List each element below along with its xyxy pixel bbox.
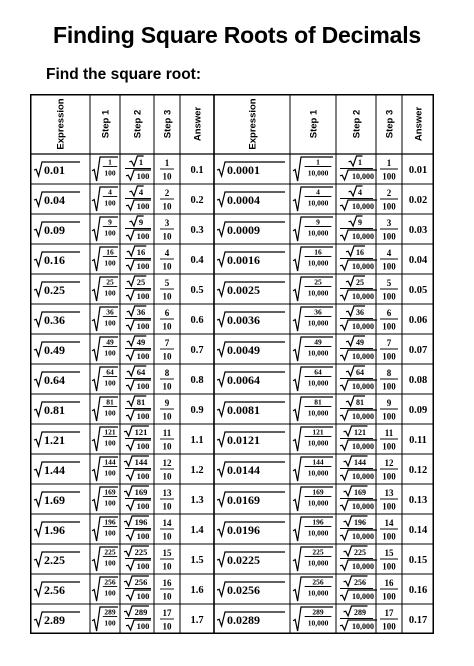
right-step2-denominator: 10,000 xyxy=(352,592,374,601)
left-step1-fraction-denominator: 100 xyxy=(104,528,116,538)
right-step2-numerator: 196 xyxy=(354,518,366,527)
left-step2-numerator: 81 xyxy=(136,397,146,407)
right-answer: 0.04 xyxy=(408,255,428,266)
column-header: Step 1 xyxy=(308,109,320,139)
right-step3-numerator: 5 xyxy=(386,278,392,288)
right-answer: 0.07 xyxy=(408,345,428,356)
left-step3-denominator: 10 xyxy=(162,561,172,572)
left-step2-denominator: 100 xyxy=(136,381,150,391)
left-answer: 0.5 xyxy=(190,285,204,296)
left-step3-denominator: 10 xyxy=(162,201,172,212)
right-step1-fraction-denominator: 10,000 xyxy=(307,528,329,538)
right-step1-fraction-numerator: 9 xyxy=(316,217,320,227)
right-step3-numerator: 7 xyxy=(386,338,392,348)
right-step2-numerator: 144 xyxy=(354,458,366,467)
column-header: Step 2 xyxy=(351,109,363,139)
right-step3-numerator: 12 xyxy=(384,458,394,468)
right-step3-denominator: 100 xyxy=(382,531,396,542)
left-answer: 1.1 xyxy=(190,435,204,446)
left-answer: 0.4 xyxy=(190,255,204,266)
left-step1-fraction-denominator: 100 xyxy=(104,438,116,448)
right-step1-fraction-denominator: 10,000 xyxy=(307,438,329,448)
left-step2-numerator: 289 xyxy=(134,607,148,617)
left-step3-denominator: 10 xyxy=(162,171,172,182)
right-step1-fraction-numerator: 1 xyxy=(316,157,320,167)
right-step2-denominator: 10,000 xyxy=(352,502,374,511)
left-step3-denominator: 10 xyxy=(162,351,172,362)
left-step1-fraction-denominator: 100 xyxy=(104,378,116,388)
left-step3-denominator: 10 xyxy=(162,501,172,512)
right-step3-numerator: 9 xyxy=(386,398,392,408)
right-step3-denominator: 100 xyxy=(382,321,396,332)
left-step1-fraction-denominator: 100 xyxy=(104,558,116,568)
right-step2-denominator: 10,000 xyxy=(352,472,374,481)
left-expression: 1.96 xyxy=(44,523,65,537)
right-expression: 0.0144 xyxy=(227,463,260,477)
left-step2-denominator: 100 xyxy=(136,321,150,331)
right-step1-fraction-numerator: 144 xyxy=(312,457,324,467)
right-step2-denominator: 10,000 xyxy=(352,202,374,211)
left-step3-numerator: 16 xyxy=(162,578,172,588)
left-step2-numerator: 49 xyxy=(136,337,146,347)
left-step2-numerator: 196 xyxy=(134,517,148,527)
right-step2-numerator: 4 xyxy=(358,188,362,197)
left-step2-numerator: 225 xyxy=(134,547,148,557)
left-expression: 2.25 xyxy=(44,553,65,567)
left-step1-fraction-numerator: 49 xyxy=(106,337,114,347)
left-expression: 0.25 xyxy=(44,283,65,297)
right-step1-fraction-denominator: 10,000 xyxy=(307,288,329,298)
left-step1-fraction-numerator: 1 xyxy=(108,157,112,167)
right-step2-numerator: 9 xyxy=(358,218,362,227)
left-step1-fraction-numerator: 196 xyxy=(104,517,116,527)
column-header: Step 3 xyxy=(384,109,396,139)
right-step2-numerator: 1 xyxy=(358,158,362,167)
right-step1-fraction-numerator: 121 xyxy=(312,427,324,437)
left-step2-denominator: 100 xyxy=(136,591,150,601)
left-step2-denominator: 100 xyxy=(136,261,150,271)
left-step3-denominator: 10 xyxy=(162,411,172,422)
left-step3-numerator: 5 xyxy=(164,278,170,288)
left-step3-denominator: 10 xyxy=(162,231,172,242)
right-answer: 0.05 xyxy=(408,285,428,296)
right-step3-denominator: 100 xyxy=(382,381,396,392)
right-step3-denominator: 100 xyxy=(382,231,396,242)
right-step1-fraction-numerator: 25 xyxy=(314,277,322,287)
left-step1-fraction-numerator: 256 xyxy=(104,577,116,587)
left-step1-fraction-denominator: 100 xyxy=(104,588,116,598)
left-answer: 1.7 xyxy=(190,615,204,626)
left-step2-numerator: 9 xyxy=(138,217,144,227)
right-step3-numerator: 1 xyxy=(386,158,392,168)
left-expression: 2.56 xyxy=(44,583,65,597)
left-step1-fraction-numerator: 36 xyxy=(106,307,114,317)
right-expression: 0.0081 xyxy=(227,403,260,417)
column-header: Step 1 xyxy=(100,109,112,139)
left-step2-denominator: 100 xyxy=(136,291,150,301)
left-step3-numerator: 11 xyxy=(162,428,172,438)
left-step3-numerator: 15 xyxy=(162,548,172,558)
right-step2-denominator: 10,000 xyxy=(352,292,374,301)
left-answer: 0.9 xyxy=(190,405,204,416)
left-step1-fraction-numerator: 225 xyxy=(104,547,116,557)
right-step3-denominator: 100 xyxy=(382,171,396,182)
column-header: Answer xyxy=(192,106,204,142)
left-step1-fraction-numerator: 25 xyxy=(106,277,114,287)
left-step3-denominator: 10 xyxy=(162,261,172,272)
left-step1-fraction-denominator: 100 xyxy=(104,228,116,238)
left-step3-denominator: 10 xyxy=(162,441,172,452)
right-step2-denominator: 10,000 xyxy=(352,412,374,421)
right-expression: 0.0025 xyxy=(227,283,260,297)
left-step1-fraction-numerator: 64 xyxy=(106,367,114,377)
right-step2-denominator: 10,000 xyxy=(352,322,374,331)
left-step3-denominator: 10 xyxy=(162,591,172,602)
right-step3-denominator: 100 xyxy=(382,501,396,512)
left-answer: 1.6 xyxy=(190,585,204,596)
right-step1-fraction-numerator: 81 xyxy=(314,397,322,407)
left-step2-denominator: 100 xyxy=(136,621,150,631)
right-step3-numerator: 16 xyxy=(384,578,394,588)
right-step1-fraction-denominator: 10,000 xyxy=(307,318,329,328)
right-answer: 0.03 xyxy=(408,225,428,236)
left-step2-numerator: 36 xyxy=(136,307,146,317)
right-answer: 0.17 xyxy=(408,615,428,626)
left-step2-numerator: 169 xyxy=(134,487,148,497)
left-expression: 1.69 xyxy=(44,493,65,507)
left-answer: 0.6 xyxy=(190,315,204,326)
right-step1-fraction-denominator: 10,000 xyxy=(307,408,329,418)
left-step3-numerator: 2 xyxy=(164,188,170,198)
left-step1-fraction-denominator: 100 xyxy=(104,288,116,298)
right-answer: 0.16 xyxy=(408,585,428,596)
right-answer: 0.12 xyxy=(408,465,428,476)
left-expression: 0.16 xyxy=(44,253,65,267)
right-step3-numerator: 15 xyxy=(384,548,394,558)
right-step2-denominator: 10,000 xyxy=(352,562,374,571)
right-step2-denominator: 10,000 xyxy=(352,382,374,391)
left-step2-numerator: 4 xyxy=(138,187,144,197)
right-step2-numerator: 36 xyxy=(356,308,364,317)
right-step2-numerator: 25 xyxy=(356,278,364,287)
left-expression: 0.36 xyxy=(44,313,65,327)
right-step2-numerator: 121 xyxy=(354,428,366,437)
right-step1-fraction-denominator: 10,000 xyxy=(307,558,329,568)
right-expression: 0.0049 xyxy=(227,343,260,357)
left-answer: 1.2 xyxy=(190,465,204,476)
left-step1-fraction-denominator: 100 xyxy=(104,168,116,178)
left-step1-fraction-numerator: 121 xyxy=(104,427,116,437)
right-step3-denominator: 100 xyxy=(382,411,396,422)
right-step3-denominator: 100 xyxy=(382,351,396,362)
left-expression: 0.09 xyxy=(44,223,65,237)
left-step3-denominator: 10 xyxy=(162,531,172,542)
left-step3-denominator: 10 xyxy=(162,381,172,392)
left-expression: 1.44 xyxy=(44,463,65,477)
right-answer: 0.15 xyxy=(408,555,428,566)
left-step3-numerator: 17 xyxy=(162,608,172,618)
right-step3-numerator: 4 xyxy=(386,248,392,258)
right-step3-denominator: 100 xyxy=(382,441,396,452)
right-step1-fraction-denominator: 10,000 xyxy=(307,498,329,508)
right-step1-fraction-denominator: 10,000 xyxy=(307,168,329,178)
left-step3-numerator: 7 xyxy=(164,338,170,348)
right-answer: 0.11 xyxy=(409,435,427,446)
left-step2-numerator: 1 xyxy=(138,157,144,167)
left-expression: 0.49 xyxy=(44,343,65,357)
left-step1-fraction-numerator: 4 xyxy=(108,187,112,197)
column-header: Expression xyxy=(247,98,259,150)
left-expression: 0.81 xyxy=(44,403,65,417)
left-step2-numerator: 64 xyxy=(136,367,146,377)
left-answer: 1.3 xyxy=(190,495,204,506)
right-step1-fraction-numerator: 289 xyxy=(312,607,324,617)
left-step1-fraction-numerator: 169 xyxy=(104,487,116,497)
left-step1-fraction-denominator: 100 xyxy=(104,198,116,208)
left-step3-numerator: 1 xyxy=(164,158,170,168)
right-step3-numerator: 8 xyxy=(386,368,392,378)
left-step2-denominator: 100 xyxy=(136,201,150,211)
left-step3-denominator: 10 xyxy=(162,291,172,302)
left-answer: 0.7 xyxy=(190,345,204,356)
left-expression: 1.21 xyxy=(44,433,65,447)
left-step2-denominator: 100 xyxy=(136,561,150,571)
left-step1-fraction-numerator: 81 xyxy=(106,397,114,407)
right-step3-denominator: 100 xyxy=(382,201,396,212)
left-step2-denominator: 100 xyxy=(136,501,150,511)
right-step2-numerator: 169 xyxy=(354,488,366,497)
left-step1-fraction-numerator: 9 xyxy=(108,217,112,227)
right-step3-denominator: 100 xyxy=(382,291,396,302)
left-step2-denominator: 100 xyxy=(136,411,150,421)
left-answer: 0.3 xyxy=(190,225,204,236)
square-roots-table xyxy=(30,94,434,634)
right-expression: 0.0064 xyxy=(227,373,260,387)
left-step1-fraction-denominator: 100 xyxy=(104,408,116,418)
right-step1-fraction-numerator: 49 xyxy=(314,337,322,347)
right-step3-denominator: 100 xyxy=(382,261,396,272)
right-answer: 0.13 xyxy=(408,495,428,506)
left-step3-numerator: 14 xyxy=(162,518,172,528)
left-answer: 0.1 xyxy=(190,165,204,176)
left-step2-denominator: 100 xyxy=(136,441,150,451)
left-expression: 0.01 xyxy=(44,163,65,177)
right-step1-fraction-denominator: 10,000 xyxy=(307,588,329,598)
right-step1-fraction-numerator: 225 xyxy=(312,547,324,557)
left-step3-denominator: 10 xyxy=(162,471,172,482)
right-step2-denominator: 10,000 xyxy=(352,232,374,241)
left-step2-numerator: 16 xyxy=(136,247,146,257)
left-step1-fraction-numerator: 289 xyxy=(104,607,116,617)
left-expression: 0.04 xyxy=(44,193,65,207)
left-answer: 0.8 xyxy=(190,375,204,386)
right-step3-numerator: 2 xyxy=(386,188,392,198)
right-answer: 0.06 xyxy=(408,315,428,326)
left-step3-numerator: 13 xyxy=(162,488,172,498)
right-step3-numerator: 17 xyxy=(384,608,394,618)
right-step2-denominator: 10,000 xyxy=(352,352,374,361)
right-answer: 0.14 xyxy=(408,525,428,536)
right-expression: 0.0001 xyxy=(227,163,260,177)
right-step1-fraction-denominator: 10,000 xyxy=(307,228,329,238)
left-step1-fraction-denominator: 100 xyxy=(104,348,116,358)
right-step1-fraction-numerator: 196 xyxy=(312,517,324,527)
column-header: Answer xyxy=(413,106,425,142)
left-step2-numerator: 144 xyxy=(134,457,148,467)
left-step3-numerator: 8 xyxy=(164,368,170,378)
left-step3-denominator: 10 xyxy=(162,621,172,632)
column-header: Expression xyxy=(55,98,67,150)
right-step3-numerator: 14 xyxy=(384,518,394,528)
right-expression: 0.0169 xyxy=(227,493,260,507)
right-step2-numerator: 289 xyxy=(354,608,366,617)
left-step2-denominator: 100 xyxy=(136,231,150,241)
right-expression: 0.0256 xyxy=(227,583,260,597)
left-step2-numerator: 121 xyxy=(134,427,148,437)
right-expression: 0.0121 xyxy=(227,433,260,447)
left-step2-numerator: 25 xyxy=(136,277,146,287)
right-step2-denominator: 10,000 xyxy=(352,622,374,631)
right-step2-numerator: 225 xyxy=(354,548,366,557)
right-step3-numerator: 13 xyxy=(384,488,394,498)
left-step1-fraction-numerator: 144 xyxy=(104,457,116,467)
right-step1-fraction-numerator: 256 xyxy=(312,577,324,587)
right-step1-fraction-denominator: 10,000 xyxy=(307,468,329,478)
left-step2-denominator: 100 xyxy=(136,171,150,181)
right-step1-fraction-numerator: 36 xyxy=(314,307,322,317)
left-step3-numerator: 3 xyxy=(164,218,170,228)
right-step3-denominator: 100 xyxy=(382,561,396,572)
right-step1-fraction-denominator: 10,000 xyxy=(307,198,329,208)
left-step3-numerator: 4 xyxy=(164,248,170,258)
left-step1-fraction-denominator: 100 xyxy=(104,318,116,328)
right-step1-fraction-numerator: 4 xyxy=(316,187,320,197)
right-step3-denominator: 100 xyxy=(382,621,396,632)
right-step3-denominator: 100 xyxy=(382,471,396,482)
left-step3-denominator: 10 xyxy=(162,321,172,332)
left-step3-numerator: 9 xyxy=(164,398,170,408)
right-expression: 0.0036 xyxy=(227,313,260,327)
left-answer: 0.2 xyxy=(190,195,204,206)
right-answer: 0.09 xyxy=(408,405,428,416)
right-answer: 0.08 xyxy=(408,375,428,386)
column-header: Step 2 xyxy=(132,109,144,139)
right-step1-fraction-denominator: 10,000 xyxy=(307,258,329,268)
left-step2-denominator: 100 xyxy=(136,471,150,481)
right-expression: 0.0009 xyxy=(227,223,260,237)
right-step3-numerator: 11 xyxy=(384,428,394,438)
right-step2-numerator: 64 xyxy=(356,368,364,377)
left-step2-numerator: 256 xyxy=(134,577,148,587)
right-step1-fraction-denominator: 10,000 xyxy=(307,618,329,628)
right-step2-denominator: 10,000 xyxy=(352,262,374,271)
left-answer: 1.5 xyxy=(190,555,204,566)
right-step3-denominator: 100 xyxy=(382,591,396,602)
right-step2-denominator: 10,000 xyxy=(352,532,374,541)
right-step1-fraction-numerator: 16 xyxy=(314,247,322,257)
right-step2-numerator: 81 xyxy=(356,398,364,407)
instructions: Find the square root: xyxy=(46,66,201,83)
right-answer: 0.01 xyxy=(408,165,428,176)
right-step1-fraction-numerator: 169 xyxy=(312,487,324,497)
left-answer: 1.4 xyxy=(190,525,204,536)
left-step2-denominator: 100 xyxy=(136,351,150,361)
right-step1-fraction-numerator: 64 xyxy=(314,367,322,377)
right-answer: 0.02 xyxy=(408,195,428,206)
right-step2-numerator: 49 xyxy=(356,338,364,347)
left-expression: 2.89 xyxy=(44,613,65,627)
left-step1-fraction-denominator: 100 xyxy=(104,498,116,508)
left-step1-fraction-denominator: 100 xyxy=(104,618,116,628)
right-step1-fraction-denominator: 10,000 xyxy=(307,378,329,388)
left-step1-fraction-denominator: 100 xyxy=(104,468,116,478)
left-step1-fraction-numerator: 16 xyxy=(106,247,114,257)
page-title: Finding Square Roots of Decimals xyxy=(52,22,422,48)
left-step3-numerator: 6 xyxy=(164,308,170,318)
right-expression: 0.0225 xyxy=(227,553,260,567)
right-step2-denominator: 10,000 xyxy=(352,172,374,181)
right-expression: 0.0016 xyxy=(227,253,260,267)
right-step1-fraction-denominator: 10,000 xyxy=(307,348,329,358)
right-step3-numerator: 3 xyxy=(386,218,392,228)
right-expression: 0.0196 xyxy=(227,523,260,537)
left-expression: 0.64 xyxy=(44,373,65,387)
right-expression: 0.0004 xyxy=(227,193,260,207)
right-step2-numerator: 256 xyxy=(354,578,366,587)
right-step2-denominator: 10,000 xyxy=(352,442,374,451)
right-expression: 0.0289 xyxy=(227,613,260,627)
left-step3-numerator: 12 xyxy=(162,458,172,468)
right-step2-numerator: 16 xyxy=(356,248,364,257)
right-step3-numerator: 6 xyxy=(386,308,392,318)
left-step1-fraction-denominator: 100 xyxy=(104,258,116,268)
column-header: Step 3 xyxy=(162,109,174,139)
left-step2-denominator: 100 xyxy=(136,531,150,541)
